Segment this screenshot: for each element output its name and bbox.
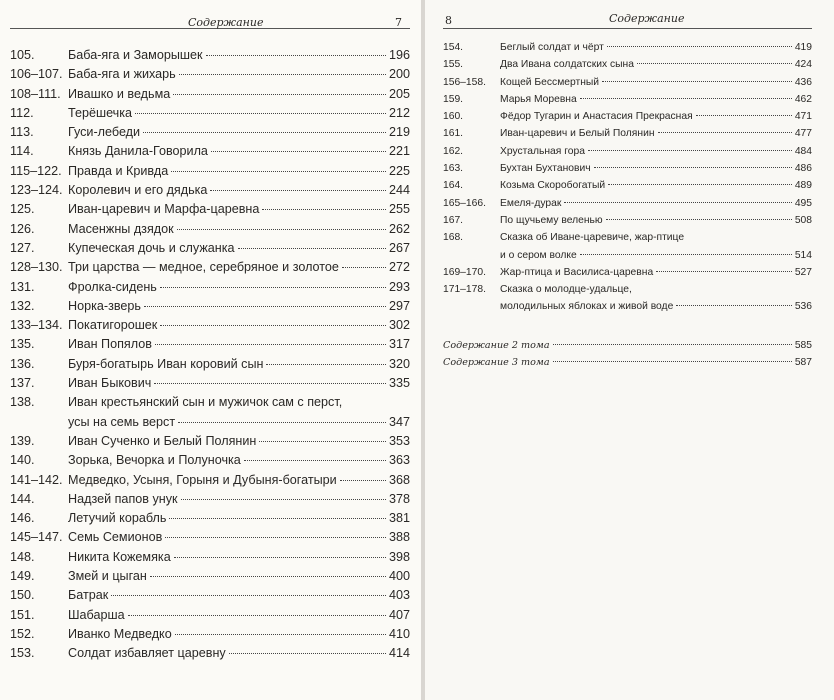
entry-page-number: 302 xyxy=(388,318,410,333)
toc-entry xyxy=(10,357,410,376)
toc-entry xyxy=(10,511,410,530)
toc-entry xyxy=(10,376,410,395)
dot-leader xyxy=(340,480,386,481)
entry-page-number: 378 xyxy=(388,491,410,506)
entry-page-number: 400 xyxy=(388,569,410,584)
tale-number: 153. xyxy=(10,646,35,661)
entry-page-number: 363 xyxy=(388,453,410,468)
entry-title: Масенжны дзядок xyxy=(68,221,174,236)
dot-leader xyxy=(160,325,386,326)
toc-entry xyxy=(10,241,410,260)
dot-leader xyxy=(658,132,792,133)
dot-leader xyxy=(111,595,386,596)
tale-number: 123–124. xyxy=(10,183,63,198)
right-page xyxy=(425,0,834,700)
tale-number: 135. xyxy=(10,337,35,352)
entry-page-number: 320 xyxy=(388,356,410,371)
toc-entry xyxy=(443,180,812,197)
entry-title: Жар-птица и Василиса-царевна xyxy=(500,266,654,278)
dot-leader xyxy=(128,615,386,616)
entry-page-number: 221 xyxy=(388,144,410,159)
toc-entry xyxy=(443,357,812,374)
dot-leader xyxy=(178,422,386,423)
dot-leader xyxy=(238,248,386,249)
entry-title: Два Ивана солдатских сына xyxy=(500,59,634,71)
entry-title: Иванко Медведко xyxy=(68,626,172,641)
entry-title: Зорька, Вечорка и Полуночка xyxy=(68,453,241,468)
dot-leader xyxy=(608,184,792,185)
dot-leader xyxy=(676,305,792,306)
entry-title: Фёдор Тугарин и Анастасия Прекрасная xyxy=(500,111,693,123)
entry-title: Летучий корабль xyxy=(68,511,167,526)
entry-title: Правда и Кривда xyxy=(68,163,169,178)
toc-entry xyxy=(10,569,410,588)
dot-leader xyxy=(155,344,386,345)
entry-title: Норка-зверь xyxy=(68,298,141,313)
tale-number: 169–170. xyxy=(443,266,486,278)
tale-number: 162. xyxy=(443,145,464,157)
dot-leader xyxy=(564,202,791,203)
tale-number: 127. xyxy=(10,240,35,255)
tale-number: 125. xyxy=(10,202,35,217)
entry-page-number: 272 xyxy=(388,260,410,275)
tale-number: 136. xyxy=(10,356,35,371)
toc-entry xyxy=(443,146,812,163)
toc-entry xyxy=(10,280,410,299)
toc-entry xyxy=(10,299,410,318)
toc-entry xyxy=(443,77,812,94)
toc-entry xyxy=(443,267,812,284)
tale-number: 152. xyxy=(10,626,35,641)
toc-entry xyxy=(10,183,410,202)
tale-number: 139. xyxy=(10,433,35,448)
running-title: Содержание xyxy=(188,16,264,29)
running-title: Содержание xyxy=(609,12,685,25)
entry-title: Надзей папов унук xyxy=(68,491,178,506)
dot-leader xyxy=(181,499,386,500)
dot-leader xyxy=(580,98,792,99)
entry-title: Емеля-дурак xyxy=(500,197,562,209)
dot-leader xyxy=(144,306,386,307)
toc-entry xyxy=(443,340,812,357)
dot-leader xyxy=(606,219,792,220)
dot-leader xyxy=(259,441,386,442)
page-number: 8 xyxy=(445,14,452,27)
entry-page-number: 424 xyxy=(794,59,812,71)
tale-number: 108–111. xyxy=(10,86,61,101)
entry-title: Сказка о молодце-удальце, xyxy=(500,284,632,296)
dot-leader xyxy=(169,518,386,519)
toc-entry xyxy=(443,215,812,232)
entry-page-number: 462 xyxy=(794,93,812,105)
toc-entry xyxy=(10,453,410,472)
tale-number: 106–107. xyxy=(10,67,63,82)
entry-page-number: 388 xyxy=(388,530,410,545)
toc-entry xyxy=(10,608,410,627)
toc-entry xyxy=(10,627,410,646)
entry-page-number: 489 xyxy=(794,180,812,192)
entry-page-number: 244 xyxy=(388,183,410,198)
toc-entry xyxy=(10,473,410,492)
entry-title: Семь Семионов xyxy=(68,530,163,545)
entry-title: Содержание 2 тома xyxy=(443,339,550,351)
toc-entry xyxy=(10,395,410,414)
tale-number: 150. xyxy=(10,588,35,603)
entry-title: молодильных яблоках и живой воде xyxy=(500,301,674,313)
dot-leader xyxy=(150,576,386,577)
dot-leader xyxy=(177,229,386,230)
entry-page-number: 495 xyxy=(794,197,812,209)
entry-title: Иван Сученко и Белый Полянин xyxy=(68,433,257,448)
entry-page-number: 527 xyxy=(794,266,812,278)
dot-leader xyxy=(637,63,792,64)
toc-list-left xyxy=(10,48,410,666)
tale-number: 114. xyxy=(10,144,34,159)
dot-leader xyxy=(160,287,386,288)
tale-number: 146. xyxy=(10,511,35,526)
tale-number: 112. xyxy=(10,105,34,120)
tale-number: 141–142. xyxy=(10,472,63,487)
tale-number: 131. xyxy=(10,279,35,294)
entry-title: Фролка-сидень xyxy=(68,279,157,294)
entry-page-number: 536 xyxy=(794,301,812,313)
entry-page-number: 514 xyxy=(794,249,812,261)
tale-number: 154. xyxy=(443,42,464,53)
dot-leader xyxy=(553,361,792,362)
right-page-header xyxy=(443,0,812,29)
tale-number: 144. xyxy=(10,491,35,506)
tale-number: 126. xyxy=(10,221,35,236)
toc-entry xyxy=(443,232,812,249)
entry-title: Бухтан Бухтанович xyxy=(500,163,591,175)
tale-number: 132. xyxy=(10,298,35,313)
dot-leader xyxy=(602,81,792,82)
entry-page-number: 484 xyxy=(794,145,812,157)
dot-leader xyxy=(342,267,386,268)
dot-leader xyxy=(229,653,386,654)
toc-entry xyxy=(10,260,410,279)
toc-entry xyxy=(10,106,410,125)
entry-page-number: 255 xyxy=(388,202,410,217)
toc-entry xyxy=(10,318,410,337)
entry-title: Иван-царевич и Марфа-царевна xyxy=(68,202,260,217)
dot-leader xyxy=(580,254,792,255)
entry-page-number: 585 xyxy=(794,339,812,351)
toc-entry xyxy=(443,301,812,318)
entry-page-number: 293 xyxy=(388,279,410,294)
toc-entry xyxy=(443,42,812,59)
entry-title: Марья Моревна xyxy=(500,93,577,105)
entry-title: Гуси-лебеди xyxy=(68,125,141,140)
dot-leader xyxy=(244,460,386,461)
dot-leader xyxy=(262,209,386,210)
entry-page-number: 477 xyxy=(794,128,812,140)
entry-page-number: 262 xyxy=(388,221,410,236)
dot-leader xyxy=(266,364,386,365)
tale-number: 148. xyxy=(10,549,35,564)
dot-leader xyxy=(607,46,792,47)
entry-page-number: 486 xyxy=(794,163,812,175)
tale-number: 113. xyxy=(10,125,34,140)
entry-title: Купеческая дочь и служанка xyxy=(68,240,235,255)
entry-page-number: 436 xyxy=(794,76,812,88)
tale-number: 115–122. xyxy=(10,163,62,178)
entry-title: Баба-яга и Заморышек xyxy=(68,48,203,62)
entry-title: Содержание 3 тома xyxy=(443,357,550,369)
entry-title: Сказка об Иване-царевиче, жар-птице xyxy=(500,232,685,244)
toc-entry xyxy=(443,111,812,128)
entry-title: Козьма Скоробогатый xyxy=(500,180,606,192)
dot-leader xyxy=(174,557,386,558)
toc-entry xyxy=(10,125,410,144)
entry-page-number: 205 xyxy=(388,86,410,101)
entry-title: Покатигорошек xyxy=(68,318,158,333)
entry-page-number: 200 xyxy=(388,67,410,82)
entry-page-number: 297 xyxy=(388,298,410,313)
tale-number: 167. xyxy=(443,214,464,226)
toc-entry xyxy=(10,588,410,607)
dot-leader xyxy=(173,94,386,95)
entry-page-number: 471 xyxy=(794,111,812,123)
entry-title: Терёшечка xyxy=(68,105,133,120)
entry-title: Королевич и его дядька xyxy=(68,183,208,198)
toc-entry xyxy=(443,59,812,76)
dot-leader xyxy=(171,171,386,172)
tale-number: 128–130. xyxy=(10,260,63,275)
toc-entry xyxy=(10,87,410,106)
toc-entry xyxy=(443,163,812,180)
entry-title: Буря-богатырь Иван коровий сын xyxy=(68,356,264,371)
dot-leader xyxy=(211,151,386,152)
tale-number: 138. xyxy=(10,395,35,410)
toc-entry xyxy=(443,94,812,111)
tale-number: 105. xyxy=(10,48,35,62)
entry-page-number: 196 xyxy=(388,48,410,62)
entry-title: Иван-царевич и Белый Полянин xyxy=(500,128,655,140)
entry-page-number: 508 xyxy=(794,214,812,226)
entry-page-number: 410 xyxy=(388,626,410,641)
dot-leader xyxy=(594,167,792,168)
tale-number: 160. xyxy=(443,111,464,123)
entry-title: усы на семь верст xyxy=(68,414,176,429)
entry-page-number: 353 xyxy=(388,433,410,448)
entry-title: Ивашко и ведьма xyxy=(68,86,171,101)
dot-leader xyxy=(179,74,386,75)
entry-title: Никита Кожемяка xyxy=(68,549,171,564)
toc-entry xyxy=(10,164,410,183)
tale-number: 171–178. xyxy=(443,284,486,296)
tale-number: 140. xyxy=(10,453,35,468)
toc-list-right xyxy=(443,42,812,319)
entry-page-number: 368 xyxy=(388,472,410,487)
entry-title: Иван крестьянский сын и мужичок сам с перст, xyxy=(68,395,343,410)
dot-leader xyxy=(210,190,386,191)
toc-entry xyxy=(443,284,812,301)
toc-entry xyxy=(10,222,410,241)
dot-leader xyxy=(696,115,792,116)
page-number: 7 xyxy=(395,16,402,29)
dot-leader xyxy=(588,150,792,151)
entry-page-number: 398 xyxy=(388,549,410,564)
toc-entry xyxy=(10,492,410,511)
entry-page-number: 317 xyxy=(388,337,410,352)
entry-title: Иван Попялов xyxy=(68,337,152,352)
toc-entry xyxy=(10,550,410,569)
left-page-header xyxy=(10,0,410,29)
entry-page-number: 414 xyxy=(388,646,410,661)
toc-entry xyxy=(10,337,410,356)
tale-number: 149. xyxy=(10,569,35,584)
entry-page-number: 587 xyxy=(794,357,812,369)
dot-leader xyxy=(553,344,792,345)
toc-entry xyxy=(443,128,812,145)
entry-page-number: 212 xyxy=(388,105,410,120)
tale-number: 159. xyxy=(443,93,464,105)
dot-leader xyxy=(206,55,386,56)
tale-number: 156–158. xyxy=(443,76,486,88)
toc-entry xyxy=(10,530,410,549)
tale-number: 164. xyxy=(443,180,464,192)
entry-title: и о сером волке xyxy=(500,249,577,261)
entry-title: Шабарша xyxy=(68,607,125,622)
dot-leader xyxy=(175,634,386,635)
entry-title: Змей и цыган xyxy=(68,569,147,584)
toc-entry xyxy=(10,67,410,86)
entry-title: Кощей Бессмертный xyxy=(500,76,600,88)
toc-entry xyxy=(10,48,410,67)
entry-page-number: 225 xyxy=(388,163,410,178)
toc-entry xyxy=(10,144,410,163)
entry-title: Три царства — медное, серебряное и золотое xyxy=(68,260,339,275)
toc-entry xyxy=(10,202,410,221)
entry-page-number: 419 xyxy=(794,42,812,53)
tale-number: 168. xyxy=(443,232,464,244)
dot-leader xyxy=(154,383,386,384)
entry-page-number: 407 xyxy=(388,607,410,622)
entry-title: Иван Быкович xyxy=(68,376,152,391)
toc-entry xyxy=(10,434,410,453)
toc-entry xyxy=(443,198,812,215)
entry-page-number: 347 xyxy=(388,414,410,429)
tale-number: 163. xyxy=(443,163,464,175)
entry-title: Батрак xyxy=(68,588,109,603)
entry-title: Баба-яга и жихарь xyxy=(68,67,176,82)
tale-number: 151. xyxy=(10,607,35,622)
entry-title: Солдат избавляет царевну xyxy=(68,646,226,661)
tale-number: 133–134. xyxy=(10,318,63,333)
entry-title: Князь Данила-Говорила xyxy=(68,144,208,159)
tale-number: 161. xyxy=(443,128,464,140)
entry-page-number: 381 xyxy=(388,511,410,526)
dot-leader xyxy=(656,271,792,272)
tale-number: 137. xyxy=(10,376,35,391)
entry-page-number: 335 xyxy=(388,376,410,391)
entry-title: По щучьему веленью xyxy=(500,214,603,226)
toc-entry xyxy=(10,415,410,434)
entry-title: Беглый солдат и чёрт xyxy=(500,42,604,53)
toc-entry xyxy=(10,646,410,665)
entry-page-number: 403 xyxy=(388,588,410,603)
dot-leader xyxy=(165,537,386,538)
tale-number: 165–166. xyxy=(443,197,486,209)
dot-leader xyxy=(135,113,386,114)
dot-leader xyxy=(143,132,386,133)
entry-title: Хрустальная гора xyxy=(500,145,585,157)
toc-volume-list xyxy=(443,340,812,375)
entry-page-number: 267 xyxy=(388,240,410,255)
entry-page-number: 219 xyxy=(388,125,410,140)
entry-title: Медведко, Усыня, Горыня и Дубыня-богатыри xyxy=(68,472,337,487)
tale-number: 145–147. xyxy=(10,530,63,545)
tale-number: 155. xyxy=(443,59,464,71)
toc-entry xyxy=(443,250,812,267)
